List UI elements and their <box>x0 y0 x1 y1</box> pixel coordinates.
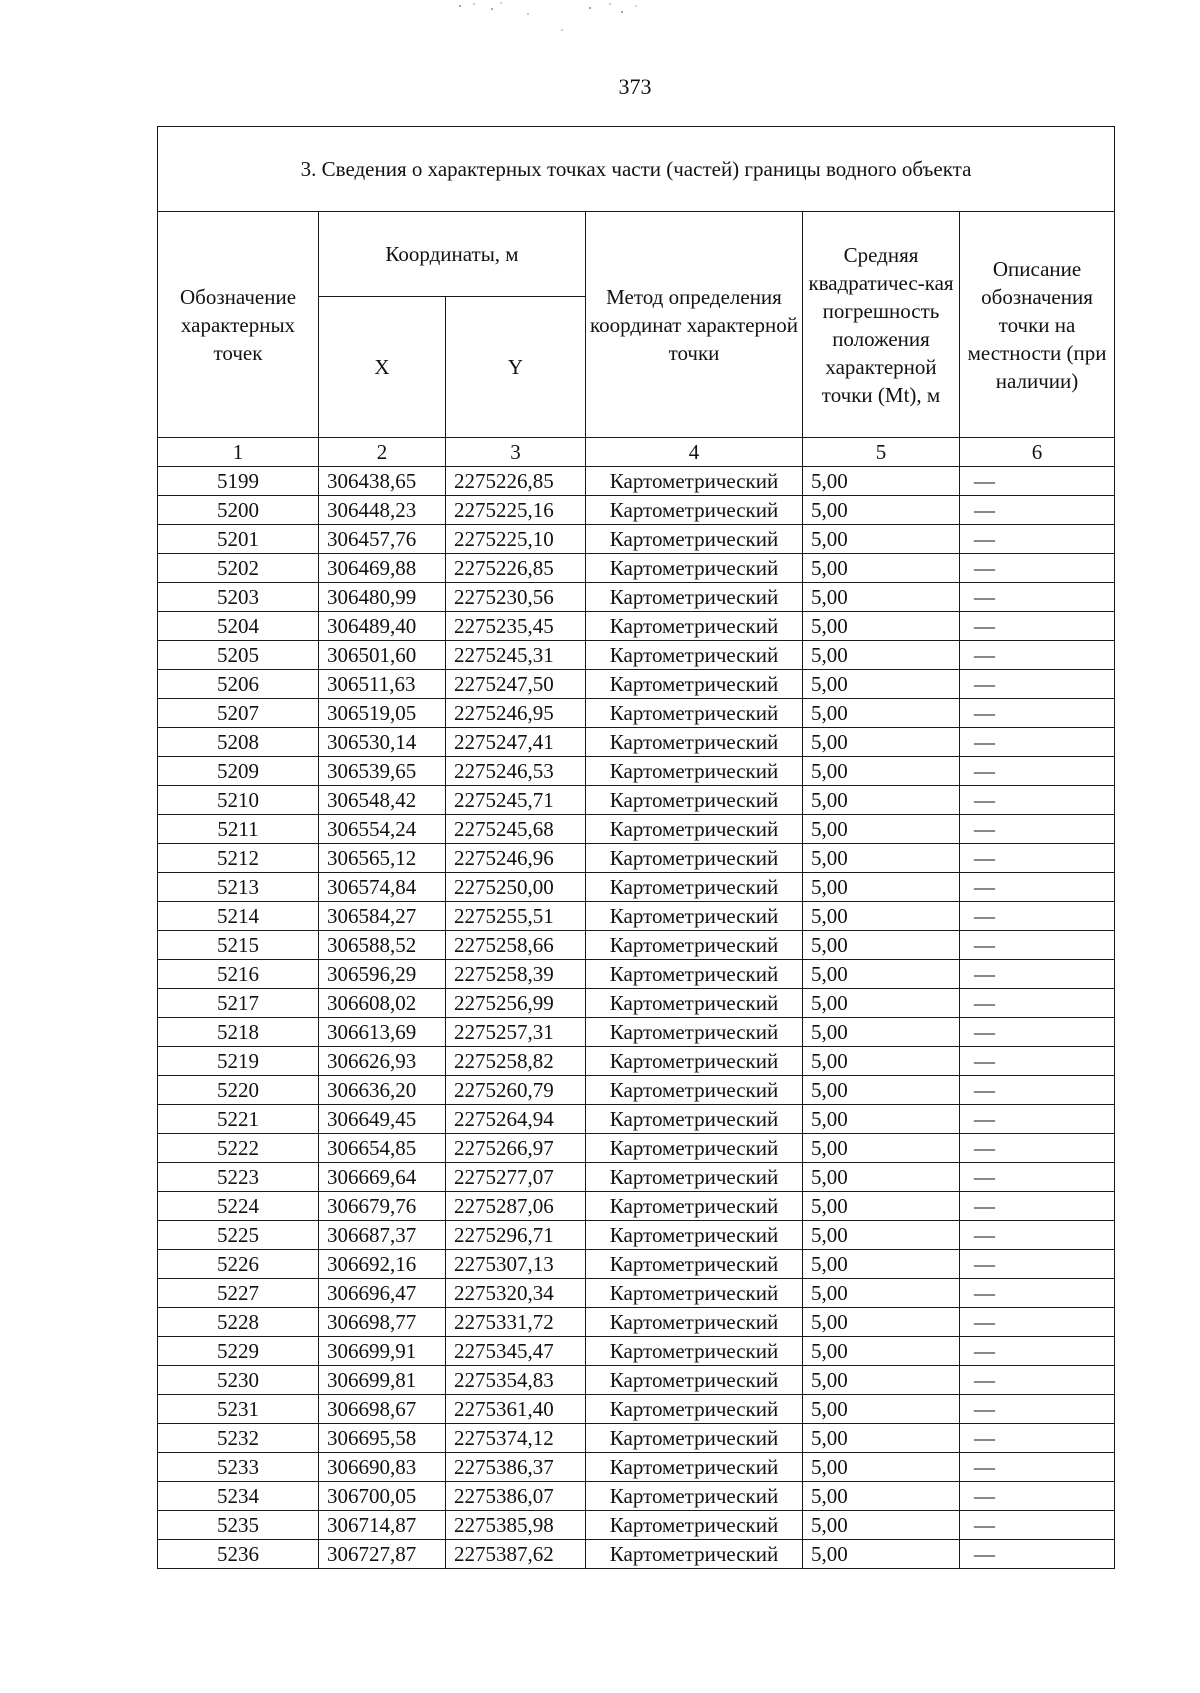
table-row <box>158 1076 1115 1105</box>
x-coordinate-cell: 306699,91 <box>319 1337 446 1366</box>
x-coordinate-cell: 306539,65 <box>319 757 446 786</box>
y-coordinate-cell: 2275256,99 <box>446 989 586 1018</box>
point-number-cell: 5223 <box>158 1163 319 1192</box>
x-coordinate-cell: 306690,83 <box>319 1453 446 1482</box>
accuracy-cell: 5,00 <box>803 1337 960 1366</box>
header-x: X <box>319 297 446 438</box>
x-coordinate-cell: 306700,05 <box>319 1482 446 1511</box>
y-coordinate-cell: 2275250,00 <box>446 873 586 902</box>
point-number-cell: 5234 <box>158 1482 319 1511</box>
x-coordinate-cell: 306438,65 <box>319 467 446 496</box>
boundary-points-table <box>157 126 1115 1569</box>
point-number-cell: 5206 <box>158 670 319 699</box>
description-cell: — <box>960 1424 1115 1453</box>
table-row <box>158 1250 1115 1279</box>
x-coordinate-cell: 306649,45 <box>319 1105 446 1134</box>
y-coordinate-cell: 2275287,06 <box>446 1192 586 1221</box>
x-coordinate-cell: 306687,37 <box>319 1221 446 1250</box>
point-number-cell: 5222 <box>158 1134 319 1163</box>
accuracy-cell: 5,00 <box>803 989 960 1018</box>
y-coordinate-cell: 2275255,51 <box>446 902 586 931</box>
method-cell: Картометрический <box>586 1076 803 1105</box>
y-coordinate-cell: 2275260,79 <box>446 1076 586 1105</box>
y-coordinate-cell: 2275246,53 <box>446 757 586 786</box>
accuracy-cell: 5,00 <box>803 728 960 757</box>
x-coordinate-cell: 306669,64 <box>319 1163 446 1192</box>
table-row <box>158 931 1115 960</box>
point-number-cell: 5221 <box>158 1105 319 1134</box>
description-cell: — <box>960 1134 1115 1163</box>
y-coordinate-cell: 2275225,10 <box>446 525 586 554</box>
y-coordinate-cell: 2275247,41 <box>446 728 586 757</box>
x-coordinate-cell: 306574,84 <box>319 873 446 902</box>
scan-noise <box>440 0 740 40</box>
table-row <box>158 1279 1115 1308</box>
table-row <box>158 728 1115 757</box>
x-coordinate-cell: 306469,88 <box>319 554 446 583</box>
point-number-cell: 5226 <box>158 1250 319 1279</box>
point-number-cell: 5230 <box>158 1366 319 1395</box>
method-cell: Картометрический <box>586 1279 803 1308</box>
x-coordinate-cell: 306727,87 <box>319 1540 446 1569</box>
point-number-cell: 5203 <box>158 583 319 612</box>
x-coordinate-cell: 306696,47 <box>319 1279 446 1308</box>
y-coordinate-cell: 2275266,97 <box>446 1134 586 1163</box>
header-method: Метод определения координат характерной точки <box>586 212 803 438</box>
x-coordinate-cell: 306608,02 <box>319 989 446 1018</box>
description-cell: — <box>960 873 1115 902</box>
point-number-cell: 5219 <box>158 1047 319 1076</box>
x-coordinate-cell: 306511,63 <box>319 670 446 699</box>
method-cell: Картометрический <box>586 1047 803 1076</box>
y-coordinate-cell: 2275245,71 <box>446 786 586 815</box>
table-row <box>158 1308 1115 1337</box>
x-coordinate-cell: 306692,16 <box>319 1250 446 1279</box>
description-cell: — <box>960 1279 1115 1308</box>
y-coordinate-cell: 2275385,98 <box>446 1511 586 1540</box>
x-coordinate-cell: 306588,52 <box>319 931 446 960</box>
table-title: 3. Сведения о характерных точках части (частей) границы водного объекта <box>158 127 1115 212</box>
accuracy-cell: 5,00 <box>803 1250 960 1279</box>
table-row <box>158 1424 1115 1453</box>
accuracy-cell: 5,00 <box>803 960 960 989</box>
method-cell: Картометрический <box>586 1540 803 1569</box>
x-coordinate-cell: 306654,85 <box>319 1134 446 1163</box>
y-coordinate-cell: 2275354,83 <box>446 1366 586 1395</box>
method-cell: Картометрический <box>586 1337 803 1366</box>
description-cell: — <box>960 815 1115 844</box>
table-row <box>158 1511 1115 1540</box>
method-cell: Картометрический <box>586 1482 803 1511</box>
y-coordinate-cell: 2275386,07 <box>446 1482 586 1511</box>
method-cell: Картометрический <box>586 496 803 525</box>
y-coordinate-cell: 2275361,40 <box>446 1395 586 1424</box>
y-coordinate-cell: 2275257,31 <box>446 1018 586 1047</box>
table-row <box>158 786 1115 815</box>
x-coordinate-cell: 306548,42 <box>319 786 446 815</box>
table-row <box>158 612 1115 641</box>
method-cell: Картометрический <box>586 1163 803 1192</box>
y-coordinate-cell: 2275296,71 <box>446 1221 586 1250</box>
accuracy-cell: 5,00 <box>803 902 960 931</box>
table-row <box>158 583 1115 612</box>
table-row <box>158 989 1115 1018</box>
x-coordinate-cell: 306679,76 <box>319 1192 446 1221</box>
point-number-cell: 5204 <box>158 612 319 641</box>
description-cell: — <box>960 612 1115 641</box>
table-row <box>158 1134 1115 1163</box>
column-number: 5 <box>803 438 960 467</box>
method-cell: Картометрический <box>586 989 803 1018</box>
y-coordinate-cell: 2275245,68 <box>446 815 586 844</box>
method-cell: Картометрический <box>586 554 803 583</box>
description-cell: — <box>960 1453 1115 1482</box>
point-number-cell: 5202 <box>158 554 319 583</box>
method-cell: Картометрический <box>586 1018 803 1047</box>
description-cell: — <box>960 1482 1115 1511</box>
accuracy-cell: 5,00 <box>803 786 960 815</box>
point-number-cell: 5231 <box>158 1395 319 1424</box>
method-cell: Картометрический <box>586 757 803 786</box>
x-coordinate-cell: 306714,87 <box>319 1511 446 1540</box>
table-row <box>158 1047 1115 1076</box>
description-cell: — <box>960 1221 1115 1250</box>
method-cell: Картометрический <box>586 641 803 670</box>
table-row <box>158 1482 1115 1511</box>
point-number-cell: 5207 <box>158 699 319 728</box>
method-cell: Картометрический <box>586 699 803 728</box>
method-cell: Картометрический <box>586 728 803 757</box>
table-row <box>158 1395 1115 1424</box>
point-number-cell: 5233 <box>158 1453 319 1482</box>
y-coordinate-cell: 2275387,62 <box>446 1540 586 1569</box>
accuracy-cell: 5,00 <box>803 1540 960 1569</box>
header-accuracy: Средняя квадратичес-кая погрешность положения характерной точки (Mt), м <box>803 212 960 438</box>
description-cell: — <box>960 670 1115 699</box>
x-coordinate-cell: 306565,12 <box>319 844 446 873</box>
y-coordinate-cell: 2275258,82 <box>446 1047 586 1076</box>
table-row <box>158 467 1115 496</box>
point-number-cell: 5199 <box>158 467 319 496</box>
point-number-cell: 5216 <box>158 960 319 989</box>
accuracy-cell: 5,00 <box>803 1221 960 1250</box>
point-number-cell: 5205 <box>158 641 319 670</box>
column-number: 3 <box>446 438 586 467</box>
description-cell: — <box>960 1337 1115 1366</box>
point-number-cell: 5211 <box>158 815 319 844</box>
point-number-cell: 5214 <box>158 902 319 931</box>
point-number-cell: 5218 <box>158 1018 319 1047</box>
accuracy-cell: 5,00 <box>803 1134 960 1163</box>
y-coordinate-cell: 2275345,47 <box>446 1337 586 1366</box>
description-cell: — <box>960 1047 1115 1076</box>
x-coordinate-cell: 306698,67 <box>319 1395 446 1424</box>
x-coordinate-cell: 306699,81 <box>319 1366 446 1395</box>
description-cell: — <box>960 989 1115 1018</box>
column-number: 2 <box>319 438 446 467</box>
point-number-cell: 5213 <box>158 873 319 902</box>
description-cell: — <box>960 960 1115 989</box>
accuracy-cell: 5,00 <box>803 815 960 844</box>
description-cell: — <box>960 496 1115 525</box>
accuracy-cell: 5,00 <box>803 1366 960 1395</box>
header-y: Y <box>446 297 586 438</box>
y-coordinate-cell: 2275246,95 <box>446 699 586 728</box>
x-coordinate-cell: 306636,20 <box>319 1076 446 1105</box>
accuracy-cell: 5,00 <box>803 1453 960 1482</box>
accuracy-cell: 5,00 <box>803 699 960 728</box>
description-cell: — <box>960 1105 1115 1134</box>
point-number-cell: 5229 <box>158 1337 319 1366</box>
description-cell: — <box>960 1395 1115 1424</box>
y-coordinate-cell: 2275264,94 <box>446 1105 586 1134</box>
x-coordinate-cell: 306626,93 <box>319 1047 446 1076</box>
method-cell: Картометрический <box>586 670 803 699</box>
x-coordinate-cell: 306519,05 <box>319 699 446 728</box>
column-number: 4 <box>586 438 803 467</box>
table-row <box>158 525 1115 554</box>
point-number-cell: 5232 <box>158 1424 319 1453</box>
method-cell: Картометрический <box>586 873 803 902</box>
description-cell: — <box>960 525 1115 554</box>
accuracy-cell: 5,00 <box>803 612 960 641</box>
point-number-cell: 5209 <box>158 757 319 786</box>
table-body <box>158 467 1115 1569</box>
table-row <box>158 670 1115 699</box>
page-number: 373 <box>618 74 652 99</box>
table-row <box>158 1018 1115 1047</box>
y-coordinate-cell: 2275245,31 <box>446 641 586 670</box>
method-cell: Картометрический <box>586 1221 803 1250</box>
y-coordinate-cell: 2275386,37 <box>446 1453 586 1482</box>
accuracy-cell: 5,00 <box>803 1279 960 1308</box>
method-cell: Картометрический <box>586 960 803 989</box>
accuracy-cell: 5,00 <box>803 1395 960 1424</box>
description-cell: — <box>960 902 1115 931</box>
description-cell: — <box>960 467 1115 496</box>
table-row <box>158 757 1115 786</box>
table-row <box>158 815 1115 844</box>
y-coordinate-cell: 2275374,12 <box>446 1424 586 1453</box>
method-cell: Картометрический <box>586 612 803 641</box>
table-row <box>158 1105 1115 1134</box>
method-cell: Картометрический <box>586 931 803 960</box>
table-row <box>158 844 1115 873</box>
x-coordinate-cell: 306554,24 <box>319 815 446 844</box>
x-coordinate-cell: 306698,77 <box>319 1308 446 1337</box>
x-coordinate-cell: 306480,99 <box>319 583 446 612</box>
description-cell: — <box>960 728 1115 757</box>
table-row <box>158 1453 1115 1482</box>
point-number-cell: 5225 <box>158 1221 319 1250</box>
y-coordinate-cell: 2275230,56 <box>446 583 586 612</box>
accuracy-cell: 5,00 <box>803 467 960 496</box>
column-number-row <box>158 438 1115 467</box>
y-coordinate-cell: 2275225,16 <box>446 496 586 525</box>
description-cell: — <box>960 1366 1115 1395</box>
point-number-cell: 5235 <box>158 1511 319 1540</box>
table-row <box>158 554 1115 583</box>
x-coordinate-cell: 306584,27 <box>319 902 446 931</box>
table-row <box>158 699 1115 728</box>
description-cell: — <box>960 786 1115 815</box>
x-coordinate-cell: 306596,29 <box>319 960 446 989</box>
accuracy-cell: 5,00 <box>803 641 960 670</box>
description-cell: — <box>960 1511 1115 1540</box>
accuracy-cell: 5,00 <box>803 1511 960 1540</box>
accuracy-cell: 5,00 <box>803 931 960 960</box>
accuracy-cell: 5,00 <box>803 1424 960 1453</box>
accuracy-cell: 5,00 <box>803 1105 960 1134</box>
method-cell: Картометрический <box>586 583 803 612</box>
accuracy-cell: 5,00 <box>803 1482 960 1511</box>
description-cell: — <box>960 1192 1115 1221</box>
table-row <box>158 873 1115 902</box>
point-number-cell: 5227 <box>158 1279 319 1308</box>
description-cell: — <box>960 554 1115 583</box>
table-row <box>158 960 1115 989</box>
accuracy-cell: 5,00 <box>803 583 960 612</box>
y-coordinate-cell: 2275331,72 <box>446 1308 586 1337</box>
point-number-cell: 5215 <box>158 931 319 960</box>
x-coordinate-cell: 306695,58 <box>319 1424 446 1453</box>
method-cell: Картометрический <box>586 1105 803 1134</box>
accuracy-cell: 5,00 <box>803 844 960 873</box>
accuracy-cell: 5,00 <box>803 1047 960 1076</box>
accuracy-cell: 5,00 <box>803 525 960 554</box>
point-number-cell: 5236 <box>158 1540 319 1569</box>
method-cell: Картометрический <box>586 902 803 931</box>
description-cell: — <box>960 1076 1115 1105</box>
table-row <box>158 1221 1115 1250</box>
column-number: 6 <box>960 438 1115 467</box>
method-cell: Картометрический <box>586 786 803 815</box>
accuracy-cell: 5,00 <box>803 1192 960 1221</box>
point-number-cell: 5212 <box>158 844 319 873</box>
method-cell: Картометрический <box>586 467 803 496</box>
point-number-cell: 5210 <box>158 786 319 815</box>
y-coordinate-cell: 2275258,39 <box>446 960 586 989</box>
header-coordinates: Координаты, м <box>319 212 586 297</box>
description-cell: — <box>960 1163 1115 1192</box>
method-cell: Картометрический <box>586 1424 803 1453</box>
table-row <box>158 641 1115 670</box>
table-row <box>158 1337 1115 1366</box>
x-coordinate-cell: 306613,69 <box>319 1018 446 1047</box>
y-coordinate-cell: 2275246,96 <box>446 844 586 873</box>
point-number-cell: 5220 <box>158 1076 319 1105</box>
method-cell: Картометрический <box>586 1134 803 1163</box>
description-cell: — <box>960 844 1115 873</box>
description-cell: — <box>960 1308 1115 1337</box>
header-point-designation: Обозначение характерных точек <box>158 212 319 438</box>
method-cell: Картометрический <box>586 1250 803 1279</box>
y-coordinate-cell: 2275277,07 <box>446 1163 586 1192</box>
method-cell: Картометрический <box>586 815 803 844</box>
description-cell: — <box>960 757 1115 786</box>
point-number-cell: 5201 <box>158 525 319 554</box>
method-cell: Картометрический <box>586 1511 803 1540</box>
point-number-cell: 5224 <box>158 1192 319 1221</box>
point-number-cell: 5217 <box>158 989 319 1018</box>
description-cell: — <box>960 1250 1115 1279</box>
y-coordinate-cell: 2275226,85 <box>446 467 586 496</box>
method-cell: Картометрический <box>586 844 803 873</box>
x-coordinate-cell: 306530,14 <box>319 728 446 757</box>
table-row <box>158 1192 1115 1221</box>
accuracy-cell: 5,00 <box>803 1163 960 1192</box>
x-coordinate-cell: 306448,23 <box>319 496 446 525</box>
accuracy-cell: 5,00 <box>803 1018 960 1047</box>
table-row <box>158 496 1115 525</box>
x-coordinate-cell: 306489,40 <box>319 612 446 641</box>
y-coordinate-cell: 2275320,34 <box>446 1279 586 1308</box>
method-cell: Картометрический <box>586 1308 803 1337</box>
accuracy-cell: 5,00 <box>803 1076 960 1105</box>
description-cell: — <box>960 931 1115 960</box>
y-coordinate-cell: 2275247,50 <box>446 670 586 699</box>
y-coordinate-cell: 2275307,13 <box>446 1250 586 1279</box>
accuracy-cell: 5,00 <box>803 873 960 902</box>
method-cell: Картометрический <box>586 1192 803 1221</box>
y-coordinate-cell: 2275258,66 <box>446 931 586 960</box>
x-coordinate-cell: 306457,76 <box>319 525 446 554</box>
x-coordinate-cell: 306501,60 <box>319 641 446 670</box>
description-cell: — <box>960 641 1115 670</box>
y-coordinate-cell: 2275235,45 <box>446 612 586 641</box>
method-cell: Картометрический <box>586 1395 803 1424</box>
method-cell: Картометрический <box>586 1453 803 1482</box>
description-cell: — <box>960 1018 1115 1047</box>
column-number: 1 <box>158 438 319 467</box>
y-coordinate-cell: 2275226,85 <box>446 554 586 583</box>
accuracy-cell: 5,00 <box>803 496 960 525</box>
accuracy-cell: 5,00 <box>803 554 960 583</box>
accuracy-cell: 5,00 <box>803 670 960 699</box>
method-cell: Картометрический <box>586 525 803 554</box>
table-row <box>158 1540 1115 1569</box>
header-description: Описание обозначения точки на местности (при наличии) <box>960 212 1115 438</box>
description-cell: — <box>960 583 1115 612</box>
accuracy-cell: 5,00 <box>803 757 960 786</box>
method-cell: Картометрический <box>586 1366 803 1395</box>
description-cell: — <box>960 1540 1115 1569</box>
table-row <box>158 902 1115 931</box>
table-row <box>158 1366 1115 1395</box>
point-number-cell: 5228 <box>158 1308 319 1337</box>
point-number-cell: 5200 <box>158 496 319 525</box>
accuracy-cell: 5,00 <box>803 1308 960 1337</box>
table-row <box>158 1163 1115 1192</box>
point-number-cell: 5208 <box>158 728 319 757</box>
description-cell: — <box>960 699 1115 728</box>
